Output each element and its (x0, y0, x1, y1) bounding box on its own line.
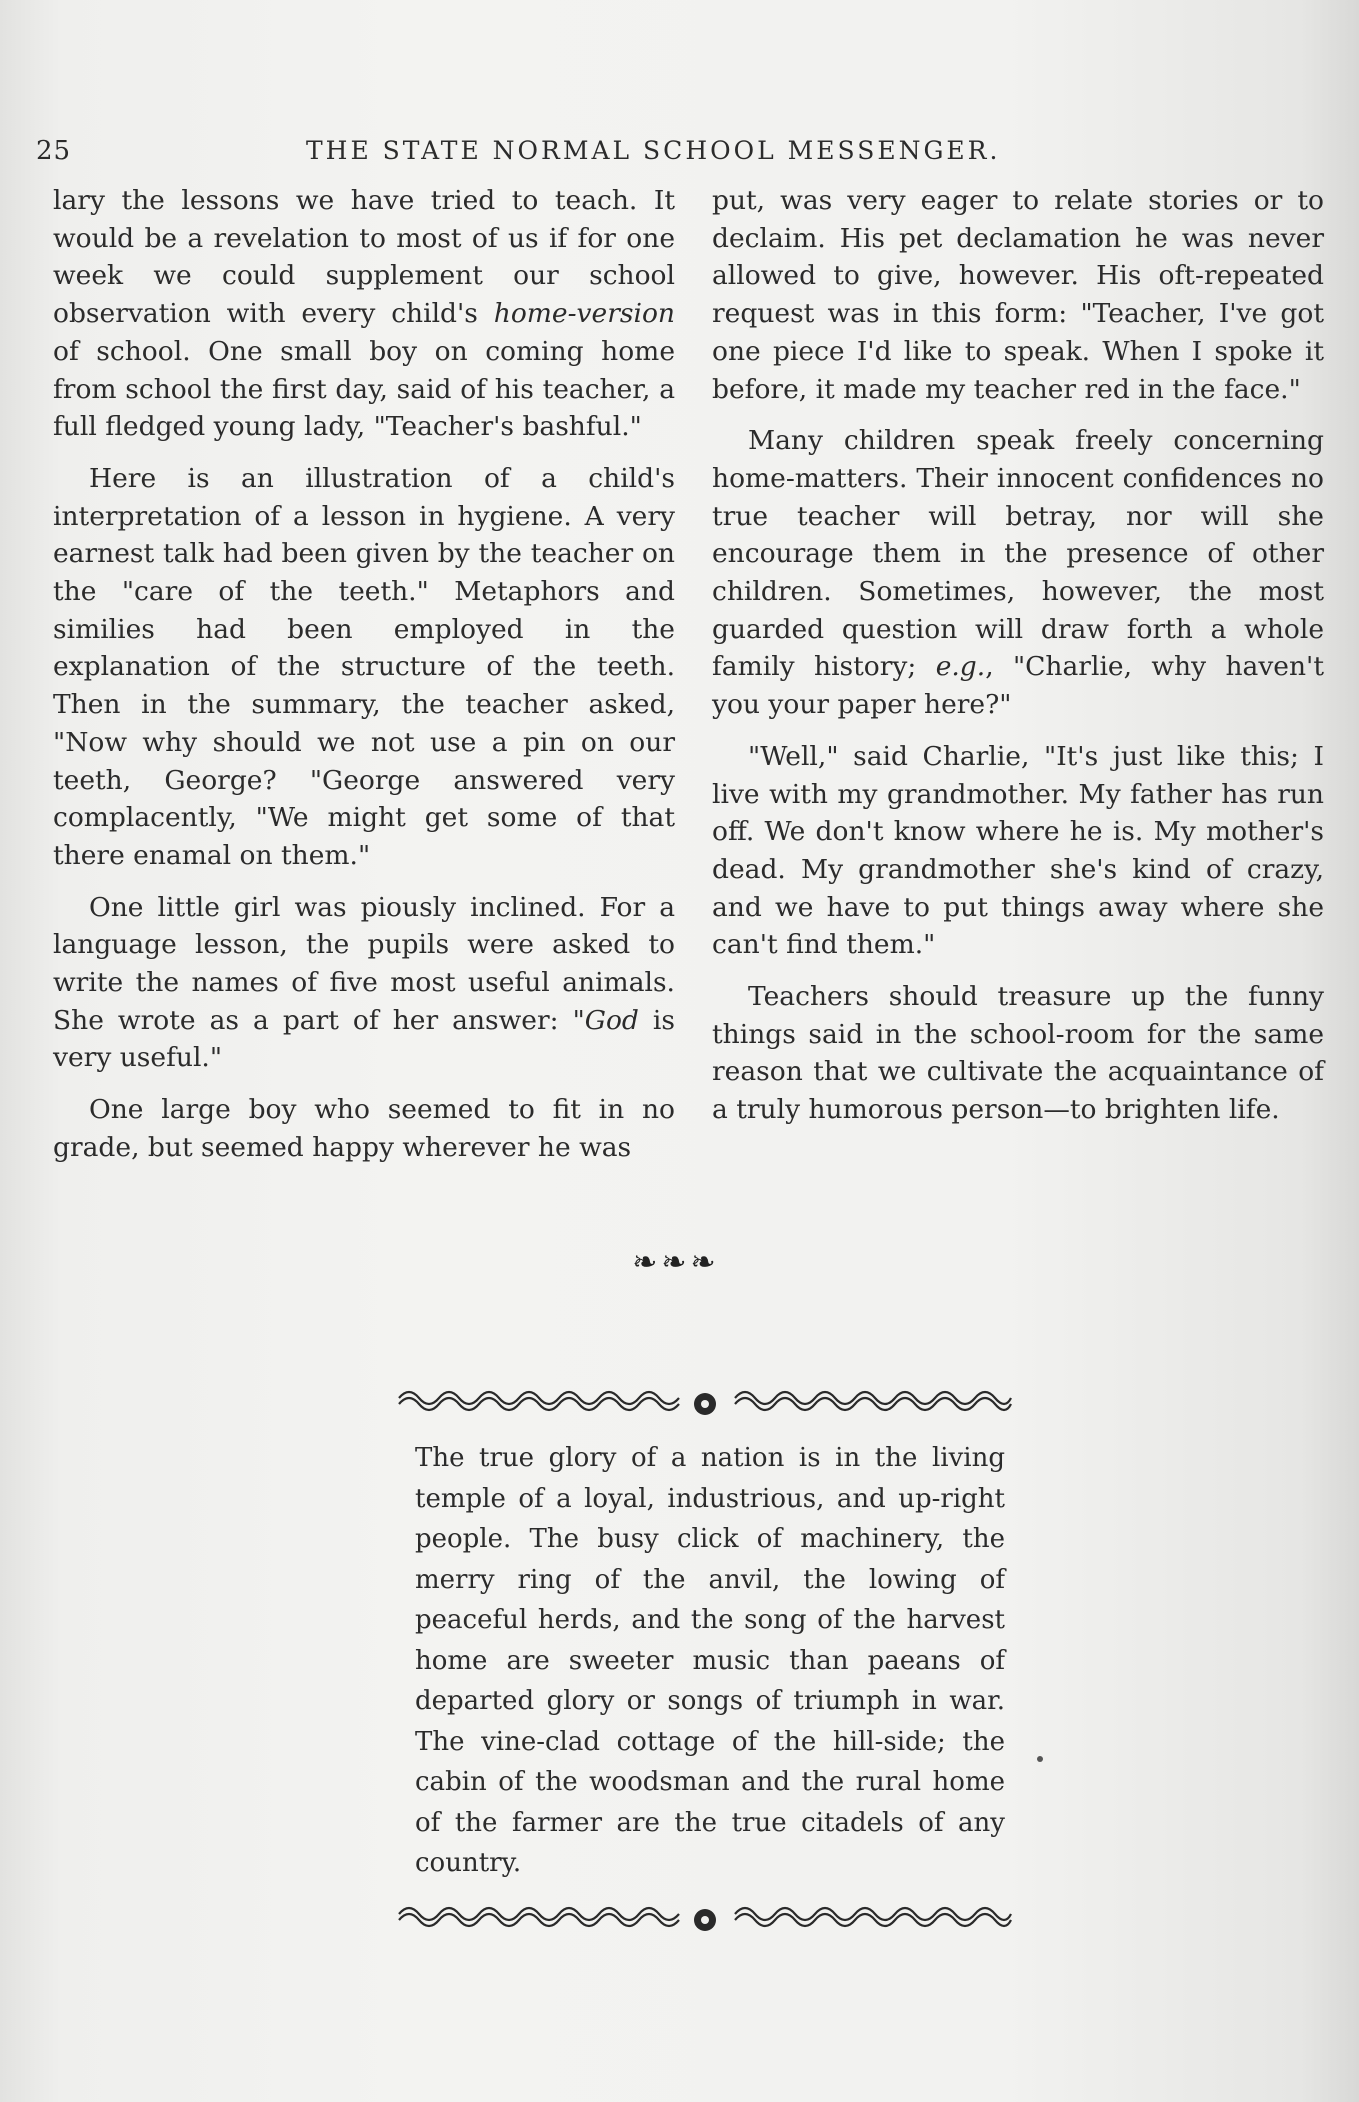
right-column (712, 182, 1324, 1129)
scroll-border-icon (395, 1904, 1015, 1936)
page-header (36, 136, 1336, 176)
ornamental-border-top (395, 1388, 1015, 1420)
paragraph: Teachers should treasure up the funny things said in the school-room for the same reason that we cultivate the acquaintance of a truly humorous person—to brighten life. (712, 981, 1324, 1126)
page-number: 25 (36, 136, 72, 166)
ornamental-border-bottom (395, 1904, 1015, 1936)
paragraph: Here is an illustration of a child's interpretation of a lesson in hygiene. A very earnest talk had been given by the teacher on the "care of the teeth." Metaphors and similies had been employed in the explanation of the structure of the teeth. Then in the summary, the teacher asked, "Now why should we not use a pin on our teeth, George? "George answered very complacently, "We might get some of that there enamal on them." (53, 462, 675, 871)
emphasis: e.g. (935, 651, 986, 683)
fleuron-separator: ❧❧❧ (632, 1245, 720, 1280)
quote-text: The true glory of a nation is in the living temple of a loyal, industrious, and up-right people. The busy click of machinery, the merry ring of the anvil, the lowing of peaceful herds, and the song of the harvest home are sweeter music than paeans of departed glory or songs of triumph in war. The vine-clad cottage of the hill-side; the cabin of the woodsman and the rural home of the farmer are the true citadels of any country. (415, 1443, 1005, 1878)
emphasis: God (584, 1004, 639, 1036)
scroll-border-icon (395, 1388, 1015, 1420)
paragraph: lary the lessons we have tried to teach. It would be a revelation to most of us if for one week we could supplement our school observation with every child's home-version of school. One small boy on coming home from school the first day, said of his teacher, a full fledged young lady, "Teacher's bashful." (53, 185, 675, 443)
paragraph: One large boy who seemed to fit in no grade, but seemed happy wherever he was (53, 1094, 675, 1163)
print-speck (1037, 1756, 1043, 1762)
paragraph: put, was very eager to relate stories or to declaim. His pet declamation he was never allowed to give, however. His oft-repeated request was in this form: "Teacher, I've got one piece I'd like to speak. When I spoke it before, it made my teacher red in the face." (712, 185, 1324, 405)
paragraph: "Well," said Charlie, "It's just like this; I live with my grandmother. My father has run off. We don't know where he is. My mother's dead. My grandmother she's kind of crazy, and we have to put things away where she can't find them." (712, 740, 1324, 961)
left-column (53, 182, 675, 1167)
quote-box (395, 1388, 1015, 1936)
paragraph: One little girl was piously inclined. For a language lesson, the pupils were asked to write the names of five most useful animals. She wrote as a part of her answer: "God is very useful." (53, 891, 675, 1074)
paragraph: Many children speak freely concerning home-matters. Their innocent confidences no true teacher will betray, nor will she encourage them in the presence of other children. Sometimes, however, the most guarded question will draw forth a whole family history; e.g., "Charlie, why haven't you your paper here?" (712, 425, 1324, 721)
emphasis: home-version (493, 298, 675, 330)
running-head: THE STATE NORMAL SCHOOL MESSENGER. (306, 136, 1001, 165)
